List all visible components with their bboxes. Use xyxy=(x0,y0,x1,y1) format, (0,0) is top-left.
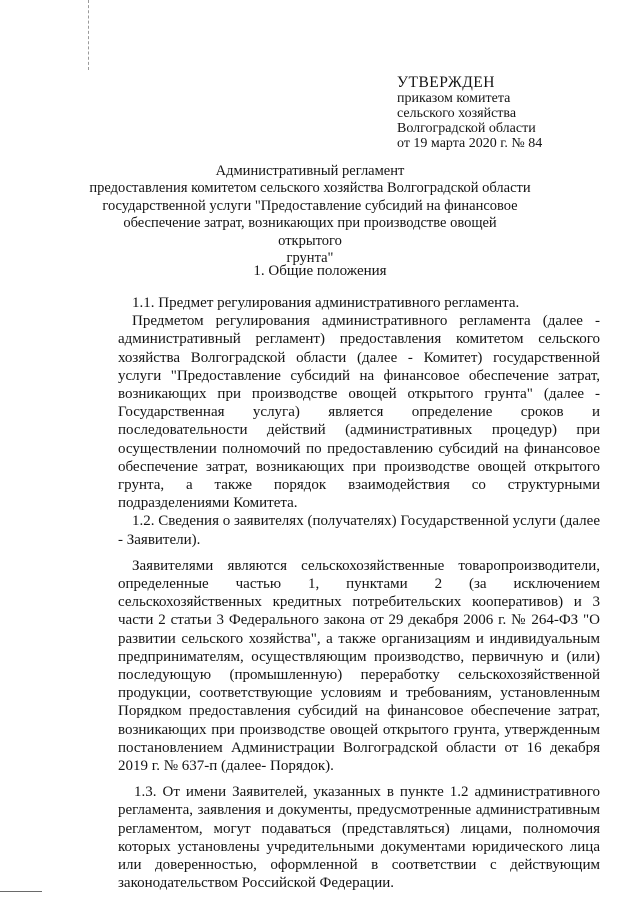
document-title xyxy=(89,163,531,267)
approval-line: приказом комитета xyxy=(397,91,511,106)
title-line: государственной услуги "Предоставление субсидий на финансовое xyxy=(102,197,518,214)
clause-1-1-text: Предметом регулирования административного регламента (далее - административный регламент) предоставления комитетом сельского хозяйства Волгоградской области (далее - Комитет) государственной услуги "Предоставление субсидий на финансовое обеспечение затрат, возникающих при производстве овощей открытого грунта" (далее - Государственная услуга) является определение сроков и последовательности действий (административных процедур) при осуществлении полномочий по предоставлению субсидий на финансовое обеспечение затрат, возникающих при производстве овощей открытого грунта, а также порядок взаимодействия со структурными подразделениями Комитета. xyxy=(118,313,600,512)
approval-stamp-block xyxy=(397,74,627,151)
clause-1-1-heading: 1.1. Предмет регулирования административного регламента. xyxy=(132,295,520,311)
clause-1-2-heading: 1.2. Сведения о заявителях (получателях) Государственной услуги (далее - Заявители). xyxy=(118,513,600,548)
document-body xyxy=(118,294,600,893)
approval-line: сельского хозяйства xyxy=(397,106,517,121)
title-line: грунта" xyxy=(286,250,334,267)
clause-1-3-text: 1.3. От имени Заявителей, указанных в пункте 1.2 административного регламента, заявления и документы, предусмотренные административным регламентом, могут подаваться (представляться) лицами, полномочия которых установлены учредительными документами юридического лица или доверенностью, оформленной в соответствии с действующим законодательством Российской Федерации. xyxy=(118,784,600,892)
scan-margin-mark xyxy=(88,0,90,70)
clause-1-2-text: Заявителями являются сельскохозяйственные товаропроизводители, определенные частью 1, пунктами 2 (за исключением сельскохозяйственных кредитных потребительских кооперативов) и 3 части 2 статьи 3 Федерального закона от 29 декабря 2006 г. № 264-ФЗ "О развитии сельского хозяйства", а также организациям и индивидуальным предпринимателям, осуществляющим производство, первичную и (или) последующую (промышленную) переработку сельскохозяйственной продукции, соответствующие условиям и требованиям, установленным Порядком предоставления субсидий на финансовое обеспечение затрат, возникающих при производстве овощей открытого грунта, утвержденным постановлением Администрации Волгоградской области от 16 декабря 2019 г. № 637-п (далее- Порядок). xyxy=(118,557,600,775)
approval-date-line: от 19 марта 2020 г. № 84 xyxy=(397,136,543,151)
approved-heading: УТВЕРЖДЕН xyxy=(397,74,495,91)
title-line: Административный регламент xyxy=(215,163,405,179)
approval-line: Волгоградской области xyxy=(397,121,536,136)
title-line: предоставления комитетом сельского хозяйства Волгоградской области xyxy=(89,180,531,197)
scan-margin-mark xyxy=(0,891,42,892)
section-heading: 1. Общие положения xyxy=(253,263,387,279)
title-line: обеспечение затрат, возникающих при производстве овощей открытого xyxy=(123,215,497,249)
